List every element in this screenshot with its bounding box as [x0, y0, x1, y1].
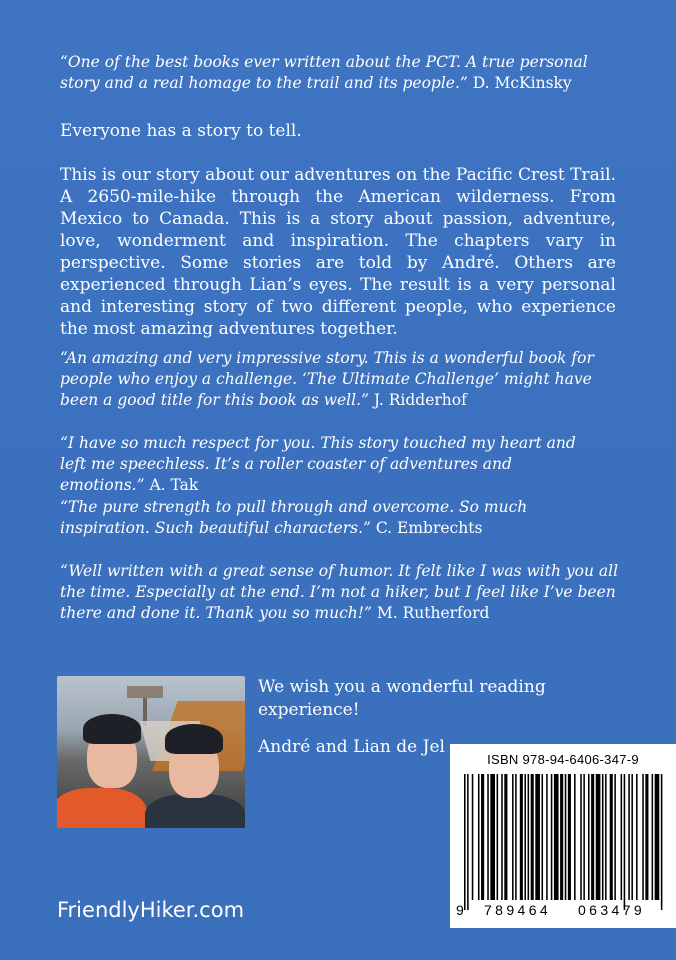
quote-text: “The pure strength to pull through and overcome. So much inspiration. Such beautiful characters.”	[60, 498, 528, 537]
intro-line: Everyone has a story to tell.	[60, 121, 302, 141]
barcode-bar	[591, 774, 594, 900]
barcode-bar	[512, 774, 514, 900]
quote-embrechts	[60, 497, 580, 539]
barcode-bar	[478, 774, 480, 900]
author-photo	[57, 676, 245, 828]
barcode-bar	[588, 774, 590, 900]
barcode-bar	[472, 774, 474, 900]
barcode-bar	[546, 774, 548, 900]
barcode-bar	[467, 774, 469, 910]
isbn-barcode	[450, 744, 676, 928]
barcode-bar	[661, 774, 663, 910]
barcode-bar	[655, 774, 660, 900]
wish-message: We wish you a wonderful reading experience!	[258, 677, 546, 720]
barcode-bar	[487, 774, 489, 900]
barcode-bar	[602, 774, 604, 900]
barcode-bar	[504, 774, 507, 900]
barcode-bar	[621, 774, 623, 900]
barcode-bar	[624, 774, 626, 910]
quote-author: M. Rutherford	[376, 604, 490, 622]
barcode-bar	[528, 774, 530, 900]
quote-text: “Well written with a great sense of humor. It felt like I was with you all the time. Especially at the end. I’m not a hiker, but I feel like I’ve been there and done it. Thank you so much!”	[60, 562, 619, 622]
barcode-digits-left: 789464	[484, 902, 552, 918]
quote-author: A. Tak	[149, 476, 199, 494]
quote-author: J. Ridderhof	[373, 391, 467, 409]
barcode-bar	[631, 774, 633, 900]
publisher-website: FriendlyHiker.com	[57, 898, 245, 922]
barcode-bar	[501, 774, 503, 900]
barcode-bar	[535, 774, 540, 900]
barcode-bar	[542, 774, 544, 900]
author-signature: André and Lian de Jel	[258, 737, 445, 757]
barcode-bar	[531, 774, 534, 900]
barcode-bar	[565, 774, 567, 900]
barcode-bar	[481, 774, 484, 900]
quote-rutherford	[60, 561, 626, 624]
barcode-bar	[574, 774, 576, 900]
barcode-bar	[490, 774, 495, 900]
barcode-bar	[551, 774, 553, 900]
quote-text: “I have so much respect for you. This story touched my heart and left me speechless. It’s a roller coaster of adventures and emotions.”	[60, 434, 576, 494]
barcode-bar	[464, 774, 466, 910]
book-description: This is our story about our adventures on the Pacific Crest Trail. A 2650-mile-hike through the American wilderness. From Mexico to Canada. This is a story about passion, adventure, love, wonderment and inspiration. The chapters vary in perspective. Some stories are told by André. Others are experienced through Lian’s eyes. The result is a very personal and interesting story of two different people, who experience the most amazing adventures together.	[60, 165, 616, 339]
barcode-bar	[520, 774, 523, 900]
quote-ridderhof	[60, 348, 626, 411]
quote-author: C. Embrechts	[375, 519, 483, 537]
barcode-bar	[628, 774, 630, 900]
barcode-bar	[568, 774, 571, 900]
barcode-bar	[497, 774, 499, 900]
barcode-bar	[605, 774, 607, 900]
barcode-bar	[560, 774, 563, 900]
barcode-bar	[554, 774, 559, 900]
barcode-bar	[596, 774, 601, 900]
quote-tak	[60, 433, 580, 496]
barcode-bar	[645, 774, 648, 900]
barcode-bar	[583, 774, 585, 900]
barcode-bars	[464, 774, 664, 912]
barcode-bar	[652, 774, 654, 900]
barcode-bar	[610, 774, 613, 900]
quote-mckinsky	[60, 52, 630, 94]
barcode-bar	[580, 774, 582, 900]
quote-author: D. McKinsky	[472, 74, 572, 92]
barcode-digit-first: 9	[456, 902, 464, 918]
barcode-bar	[636, 774, 638, 900]
barcode-bar	[515, 774, 517, 900]
quote-text: “One of the best books ever written about the PCT. A true personal story and a real homage to the trail and its people.”	[60, 53, 588, 92]
barcode-bar	[642, 774, 644, 900]
barcode-bar	[524, 774, 526, 900]
barcode-bar	[614, 774, 616, 900]
barcode-digits-right: 063479	[578, 902, 646, 918]
isbn-label: ISBN 978-94-6406-347-9	[487, 752, 639, 767]
quote-text: “An amazing and very impressive story. This is a wonderful book for people who enjoy a challenge. ‘The Ultimate Challenge’ might have been a good title for this book as well.”	[60, 349, 594, 409]
